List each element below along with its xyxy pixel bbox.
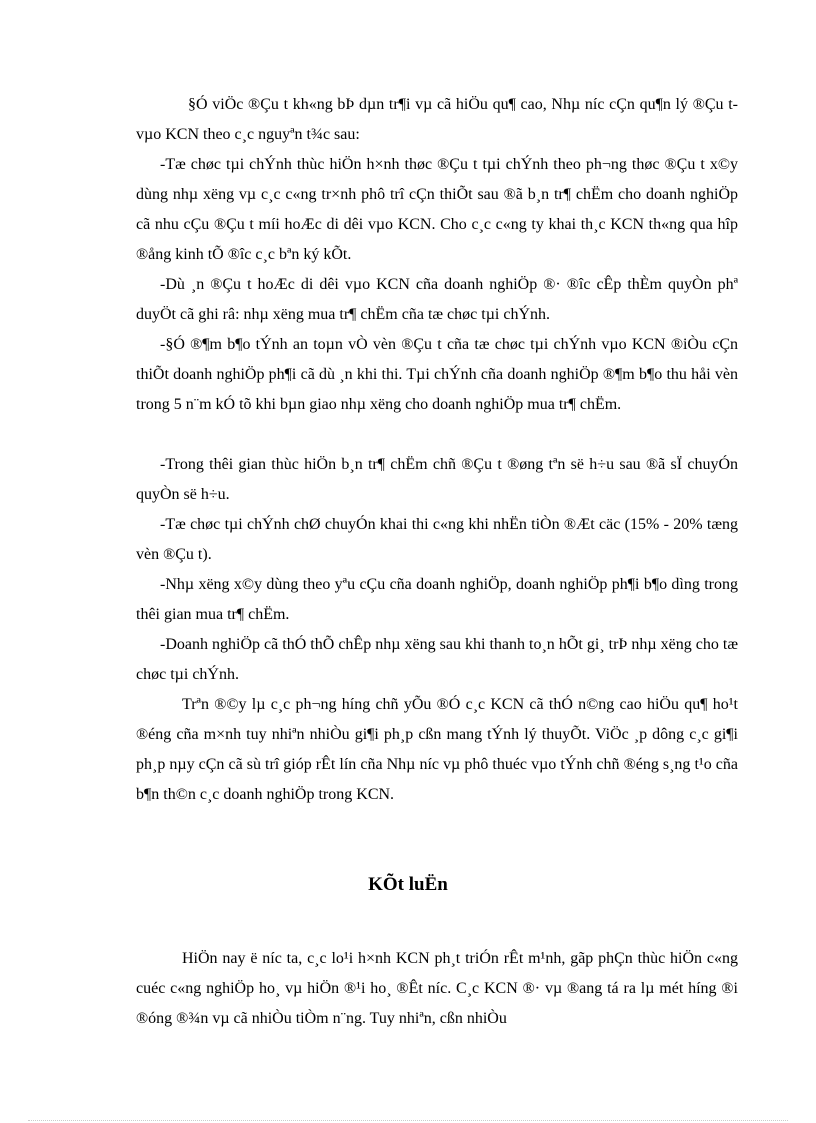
section-heading-conclusion: KÕt luËn	[368, 874, 448, 895]
paragraph-principle-6: -Nhµ xëng x©y dùng theo yªu cÇu cña doanh nghiÖp, doanh nghiÖp ph¶i b¶o dìng trong thêi gian mua tr¶ chËm.	[136, 576, 738, 623]
paragraph-intro: §Ó viÖc ®Çu t kh«ng bÞ dµn tr¶i vµ cã hiÖu qu¶ cao, Nhµ níc cÇn qu¶n lý ®Çu t vµo KCN theo c¸c nguyªn t¾c sau:	[136, 96, 738, 143]
paragraph-principle-7: -Doanh nghiÖp cã thÓ thÕ chÊp nhµ xëng sau khi thanh to¸n hÕt gi¸ trÞ nhµ xëng cho tæ chøc tµi chÝnh.	[136, 636, 738, 683]
paragraph-principle-2: -Dù ¸n ®Çu t hoÆc di dêi vµo KCN cña doanh nghiÖp ®· ®îc cÊp thÈm quyÒn phª duyÖt cã ghi râ: nhµ xëng mua tr¶ chËm cña tæ chøc tµi chÝnh.	[136, 276, 738, 323]
paragraph-principle-5: -Tæ chøc tµi chÝnh chØ chuyÓn khai thi c«ng khi nhËn tiÒn ®Æt cäc (15% - 20% tæng vèn ®Çu t).	[136, 516, 738, 563]
paragraph-principle-1: -Tæ chøc tµi chÝnh thùc hiÖn h×nh thøc ®Çu t tµi chÝnh theo ph¬ng thøc ®Çu t x©y dùng nhµ xëng vµ c¸c c«ng tr×nh phô trî cÇn thiÕt sau ®ã b¸n tr¶ chËm cho doanh nghiÖp cã nhu cÇu ®Çu t míi hoÆc di dêi vµo KCN. Cho c¸c c«ng ty khai th¸c KCN th«ng qua hîp ®ång kinh tÕ ®îc c¸c bªn ký kÕt.	[136, 156, 738, 263]
paragraph-principle-4: -Trong thêi gian thùc hiÖn b¸n tr¶ chËm chñ ®Çu t ®øng tªn së h÷u sau ®ã sÏ chuyÓn quyÒn së h÷u.	[136, 456, 738, 503]
paragraph-conclusion: HiÖn nay ë níc ta, c¸c lo¹i h×nh KCN ph¸t triÓn rÊt m¹nh, gãp phÇn thùc hiÖn c«ng cuéc c«ng nghiÖp ho¸ vµ hiÖn ®¹i ho¸ ®Êt níc. C¸c KCN ®· vµ ®ang tá ra lµ mét híng ®i ®óng ®¾n vµ cã nhiÒu tiÒm n¨ng. Tuy nhiªn, cßn nhiÒu	[136, 950, 738, 1027]
paragraph-principle-3: -§Ó ®¶m b¶o tÝnh an toµn vÒ vèn ®Çu t cña tæ chøc tµi chÝnh vµo KCN ®iÒu cÇn thiÕt doanh nghiÖp ph¶i cã dù ¸n khi thi. Tµi chÝnh cña doanh nghiÖp ®¶m b¶o thu håi vèn trong 5 n¨m kÓ tõ khi bµn giao nhµ xëng cho doanh nghiÖp mua tr¶ chËm.	[136, 336, 738, 413]
paragraph-summary: Trªn ®©y lµ c¸c ph¬ng híng chñ yÕu ®Ó c¸c KCN cã thÓ n©ng cao hiÖu qu¶ ho¹t ®éng cña m×nh tuy nhiªn nhiÒu gi¶i ph¸p cßn mang tÝnh lý thuyÕt. ViÖc ¸p dông c¸c gi¶i ph¸p nµy cÇn cã sù trî gióp rÊt lín cña Nhµ níc vµ phô thuéc vµo tÝnh chñ ®éng s¸ng t¹o cña b¶n th©n c¸c doanh nghiÖp trong KCN.	[136, 696, 738, 803]
page-bottom-divider	[28, 1120, 788, 1121]
